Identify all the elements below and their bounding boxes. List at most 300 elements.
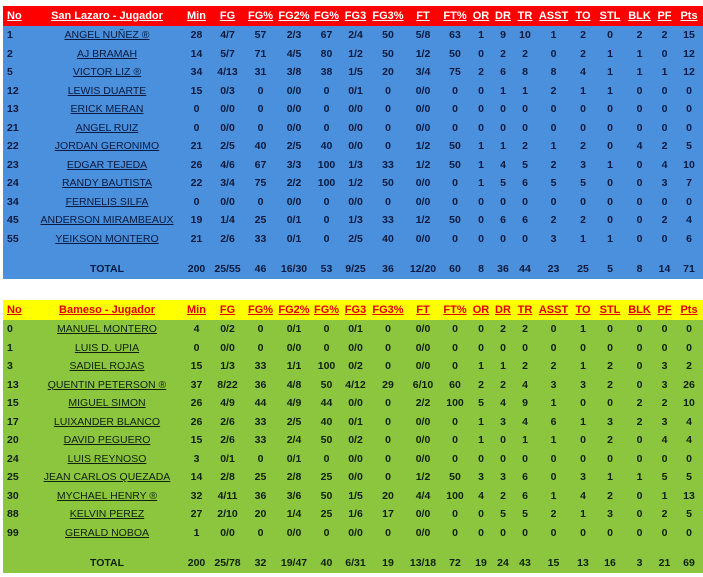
stat-cell: 50 — [449, 471, 461, 483]
stat-cell: 4 — [636, 140, 643, 152]
stat-cell: 0 — [636, 526, 643, 539]
player-row — [3, 376, 703, 395]
stat-cell: 0/0 — [220, 121, 235, 134]
stat-cell: 31 — [254, 66, 267, 78]
stat-cell: 1 — [580, 323, 586, 335]
stat-cell: 25 — [320, 508, 333, 520]
stat-cell: 1/6 — [348, 508, 363, 520]
player-name: ANGEL RUIZ — [75, 121, 139, 134]
stat-cell: 50 — [382, 29, 394, 41]
stat-cell: 2/10 — [217, 508, 238, 520]
stat-cell: 1 — [550, 140, 557, 152]
stat-cell: 4/11 — [217, 489, 238, 502]
stat-cell: 3/4 — [415, 66, 431, 78]
stat-cell: 0 — [636, 489, 643, 502]
stat-cell: 0 — [193, 341, 200, 354]
stat-cell: 25 — [320, 471, 333, 483]
stat-cell: 3 — [607, 508, 613, 520]
stat-cell: 0 — [452, 434, 458, 446]
player-name: QUENTIN PETERSON ® — [47, 378, 167, 391]
player-number: 22 — [7, 140, 19, 152]
stat-cell: 2 — [636, 415, 643, 428]
team2-boxscore-table — [3, 300, 703, 573]
spacer-cell — [3, 542, 703, 554]
stat-cell: 0 — [452, 452, 458, 465]
column-header: No — [3, 6, 31, 26]
player-row — [3, 357, 703, 376]
stat-cell: 1 — [607, 158, 613, 171]
player-name: EDGAR TEJEDA — [66, 158, 148, 171]
stat-cell: 0 — [661, 195, 668, 208]
stat-cell: 2 — [661, 397, 668, 409]
total-cell: 19/47 — [280, 557, 308, 569]
stat-cell: 0 — [478, 47, 484, 60]
stat-cell: 0 — [522, 232, 528, 245]
stat-cell: 3 — [500, 471, 506, 483]
stat-cell: 0 — [607, 195, 613, 208]
stat-cell: 0 — [385, 526, 391, 539]
stat-cell: 1 — [500, 140, 506, 152]
stat-cell: 1/4 — [220, 214, 235, 226]
stat-cell: 40 — [320, 140, 333, 152]
stat-cell: 0 — [550, 121, 557, 134]
stat-cell: 0 — [257, 452, 264, 465]
stat-cell: 1/2 — [348, 177, 363, 189]
stat-cell: 2/3 — [286, 29, 302, 41]
stat-cell: 4/8 — [286, 378, 302, 391]
stat-cell: 0 — [385, 434, 391, 446]
player-number: 2 — [7, 47, 13, 60]
stat-cell: 4 — [580, 66, 586, 78]
stat-cell: 0 — [636, 195, 643, 208]
stat-cell: 0/0 — [286, 526, 302, 539]
stat-cell: 0 — [500, 195, 506, 208]
player-number: 99 — [7, 526, 19, 539]
stat-cell: 0/1 — [286, 323, 302, 335]
stat-cell: 0 — [500, 526, 506, 539]
stat-cell: 1 — [193, 526, 200, 539]
player-number: 13 — [7, 378, 19, 391]
total-cell: 9/25 — [345, 263, 366, 275]
stat-cell: 5 — [522, 158, 528, 171]
stat-cell: 2/5 — [286, 415, 302, 428]
stat-cell: 1 — [550, 489, 557, 502]
stat-cell: 8/22 — [217, 378, 238, 391]
stat-cell: 0 — [478, 232, 484, 245]
stat-cell: 5 — [580, 177, 586, 189]
stat-cell: 38 — [320, 66, 333, 78]
column-header: FG2% — [276, 6, 312, 26]
stat-cell: 100 — [317, 158, 336, 171]
total-cell: 15 — [547, 557, 560, 569]
player-name: JEAN CARLOS QUEZADA — [43, 471, 171, 483]
empty-cell — [3, 554, 31, 573]
stat-cell: 0 — [661, 323, 668, 335]
stat-cell: 3 — [661, 415, 668, 428]
column-header: FG3% — [370, 300, 406, 320]
stat-cell: 4 — [500, 397, 506, 409]
stat-cell: 19 — [190, 214, 203, 226]
stat-cell: 2/2 — [286, 177, 302, 189]
stat-cell: 0/0 — [415, 434, 431, 446]
stat-cell: 0 — [452, 177, 458, 189]
stat-cell: 1 — [478, 140, 484, 152]
stat-cell: 12 — [683, 66, 695, 78]
stat-cell: 0 — [323, 214, 330, 226]
stat-cell: 1/5 — [348, 66, 363, 78]
stat-cell: 0 — [385, 397, 391, 409]
stat-cell: 0 — [522, 103, 528, 115]
player-number: 17 — [7, 415, 19, 428]
stat-cell: 4 — [193, 323, 200, 335]
player-number: 88 — [7, 508, 19, 520]
player-number: 30 — [7, 489, 19, 502]
stat-cell: 2 — [580, 140, 586, 152]
stat-cell: 22 — [190, 177, 203, 189]
stat-cell: 0 — [323, 195, 330, 208]
player-name: LUIXANDER BLANCO — [53, 415, 161, 428]
stat-cell: 0 — [323, 452, 330, 465]
column-header: FG% — [245, 6, 276, 26]
total-cell: 13/18 — [409, 557, 437, 569]
stat-cell: 0 — [385, 323, 391, 335]
stat-cell: 0/0 — [415, 121, 431, 134]
stat-cell: 50 — [382, 177, 394, 189]
stat-cell: 0/0 — [348, 140, 363, 152]
player-row — [3, 119, 703, 138]
player-row — [3, 320, 703, 339]
total-label: TOTAL — [89, 557, 125, 569]
stat-cell: 0 — [636, 121, 643, 134]
total-cell: 24 — [497, 557, 509, 569]
stat-cell: 0 — [478, 195, 484, 208]
stat-cell: 0 — [478, 121, 484, 134]
stat-cell: 2 — [607, 489, 613, 502]
stat-cell: 4/4 — [415, 489, 431, 502]
stat-cell: 2 — [500, 489, 506, 502]
stat-cell: 28 — [190, 29, 203, 41]
player-name: YEIKSON MONTERO — [55, 232, 159, 245]
stat-cell: 20 — [382, 489, 394, 502]
stat-cell: 2 — [607, 360, 613, 372]
stat-cell: 0 — [522, 341, 528, 354]
stat-cell: 3 — [580, 471, 586, 483]
stat-cell: 0 — [478, 341, 484, 354]
stat-cell: 0 — [636, 378, 643, 391]
player-row — [3, 174, 703, 193]
stat-cell: 15 — [190, 434, 203, 446]
stat-cell: 75 — [449, 66, 461, 78]
stat-cell: 0/0 — [220, 195, 235, 208]
stat-cell: 80 — [320, 47, 333, 60]
stat-cell: 15 — [190, 360, 203, 372]
stat-cell: 0 — [385, 121, 391, 134]
stat-cell: 50 — [320, 434, 333, 446]
stat-cell: 0 — [686, 323, 692, 335]
stat-cell: 0 — [661, 84, 668, 97]
stat-cell: 0 — [522, 195, 528, 208]
stat-cell: 0/0 — [415, 103, 431, 115]
stat-cell: 0/0 — [286, 121, 302, 134]
stat-cell: 33 — [382, 214, 394, 226]
stat-cell: 0/0 — [415, 341, 431, 354]
stat-cell: 33 — [254, 360, 267, 372]
stat-cell: 1 — [661, 66, 668, 78]
stat-cell: 0 — [550, 195, 557, 208]
stat-cell: 0 — [661, 121, 668, 134]
column-header: PF — [654, 300, 675, 320]
stat-cell: 0 — [385, 471, 391, 483]
player-number: 5 — [7, 66, 13, 78]
player-number: 0 — [7, 323, 13, 335]
stat-cell: 5 — [500, 177, 506, 189]
stat-cell: 0/2 — [348, 360, 363, 372]
stat-cell: 25 — [254, 471, 267, 483]
stat-cell: 0 — [580, 452, 586, 465]
stat-cell: 1 — [550, 434, 557, 446]
stat-cell: 0 — [550, 341, 557, 354]
stat-cell: 0 — [522, 121, 528, 134]
column-header: ASST — [536, 300, 571, 320]
stat-cell: 0/0 — [348, 103, 363, 115]
stat-cell: 1/2 — [415, 214, 431, 226]
empty-cell — [3, 260, 31, 279]
stat-cell: 0/0 — [415, 84, 431, 97]
stat-cell: 2 — [478, 66, 484, 78]
stat-cell: 0 — [661, 47, 668, 60]
stat-cell: 37 — [190, 378, 203, 391]
stat-cell: 4/9 — [220, 397, 235, 409]
stat-cell: 0 — [323, 323, 330, 335]
stat-cell: 0 — [385, 341, 391, 354]
stat-cell: 36 — [254, 378, 267, 391]
stat-cell: 0 — [580, 341, 586, 354]
column-header: FG% — [245, 300, 276, 320]
column-header: FT — [406, 6, 440, 26]
spacer-cell — [3, 248, 703, 260]
stat-cell: 4/12 — [345, 378, 366, 391]
stat-cell: 2 — [580, 47, 586, 60]
stat-cell: 1 — [522, 84, 528, 97]
player-name: GERALD NOBOA — [64, 526, 150, 539]
stat-cell: 2 — [500, 47, 506, 60]
spacer-row — [3, 248, 703, 260]
stat-cell: 0 — [452, 360, 458, 372]
stat-cell: 0 — [193, 195, 200, 208]
stat-cell: 5 — [522, 508, 528, 520]
total-cell: 25 — [577, 263, 589, 275]
stat-cell: 5 — [500, 508, 506, 520]
stat-cell: 4/5 — [286, 47, 302, 60]
column-header: FG% — [312, 6, 341, 26]
stat-cell: 6 — [522, 471, 528, 483]
player-name: VICTOR LIZ ® — [72, 66, 142, 78]
total-cell: 200 — [187, 557, 206, 569]
stat-cell: 4/13 — [217, 66, 238, 78]
stat-cell: 67 — [254, 158, 267, 171]
stat-cell: 4 — [686, 434, 692, 446]
stat-cell: 4 — [478, 489, 484, 502]
stat-cell: 0 — [478, 452, 484, 465]
stat-cell: 3 — [550, 378, 557, 391]
total-cell: 36 — [382, 263, 394, 275]
stat-cell: 0 — [257, 84, 264, 97]
stat-cell: 0 — [607, 103, 613, 115]
stat-cell: 3 — [607, 415, 613, 428]
stat-cell: 2 — [522, 47, 528, 60]
stat-cell: 0 — [452, 195, 458, 208]
stat-cell: 1 — [550, 397, 557, 409]
player-row — [3, 413, 703, 432]
stat-cell: 1 — [580, 415, 586, 428]
stat-cell: 0 — [257, 323, 264, 335]
stat-cell: 1 — [500, 360, 506, 372]
player-name: KELVIN PEREZ — [69, 508, 145, 520]
player-name: JORDAN GERONIMO — [54, 140, 160, 152]
stat-cell: 1 — [522, 434, 528, 446]
stat-cell: 1/1 — [286, 360, 302, 372]
stat-cell: 0/0 — [348, 195, 363, 208]
stat-cell: 63 — [449, 29, 461, 41]
stat-cell: 0 — [636, 434, 643, 446]
player-row — [3, 156, 703, 175]
stat-cell: 4/9 — [286, 397, 302, 409]
stat-cell: 3/8 — [286, 66, 302, 78]
stat-cell: 17 — [382, 508, 394, 520]
stat-cell: 32 — [190, 489, 203, 502]
stat-cell: 0/0 — [348, 471, 363, 483]
stat-cell: 0/1 — [286, 452, 302, 465]
stat-cell: 0/0 — [415, 323, 431, 335]
stat-cell: 7 — [686, 177, 692, 189]
stat-cell: 0 — [636, 452, 643, 465]
stat-cell: 0 — [452, 508, 458, 520]
stat-cell: 2 — [550, 158, 557, 171]
stat-cell: 2 — [607, 434, 613, 446]
stat-cell: 60 — [449, 378, 461, 391]
stat-cell: 8 — [550, 66, 557, 78]
stat-cell: 2 — [661, 508, 668, 520]
stat-cell: 0/0 — [415, 452, 431, 465]
stat-cell: 0 — [607, 526, 613, 539]
stat-cell: 0 — [452, 526, 458, 539]
stat-cell: 1 — [607, 47, 613, 60]
stat-cell: 2 — [522, 360, 528, 372]
stat-cell: 2 — [580, 214, 586, 226]
stat-cell: 0 — [500, 232, 506, 245]
stat-cell: 1 — [636, 66, 643, 78]
player-row — [3, 100, 703, 119]
stat-cell: 1 — [478, 29, 484, 41]
team1-boxscore-table — [3, 6, 703, 279]
stat-cell: 0 — [580, 397, 586, 409]
player-row — [3, 211, 703, 230]
stat-cell: 1/2 — [415, 471, 431, 483]
stat-cell: 100 — [446, 397, 464, 409]
total-cell: 13 — [577, 557, 589, 569]
stat-cell: 0/0 — [348, 121, 363, 134]
player-row — [3, 431, 703, 450]
stat-cell: 4 — [661, 158, 668, 171]
stat-cell: 1/3 — [348, 214, 363, 226]
total-label: TOTAL — [89, 263, 125, 275]
stat-cell: 2/2 — [415, 397, 431, 409]
total-cell: 8 — [478, 263, 484, 275]
total-cell: 36 — [497, 263, 509, 275]
stat-cell: 33 — [254, 232, 267, 245]
player-name: FERNELIS SILFA — [65, 195, 149, 208]
column-header: DR — [492, 6, 514, 26]
player-name: ANDERSON MIRAMBEAUX — [40, 214, 174, 226]
stat-cell: 0/0 — [348, 452, 363, 465]
stat-cell: 0 — [607, 140, 613, 152]
stat-cell: 71 — [254, 47, 267, 60]
stat-cell: 0/1 — [286, 214, 302, 226]
stat-cell: 0 — [323, 341, 330, 354]
stat-cell: 0 — [478, 526, 484, 539]
stat-cell: 14 — [190, 471, 203, 483]
stat-cell: 1 — [580, 232, 586, 245]
stat-cell: 0 — [550, 47, 557, 60]
player-name: ERICK MERAN — [70, 103, 144, 115]
stat-cell: 1 — [636, 47, 643, 60]
stat-cell: 57 — [254, 29, 267, 41]
player-name: DAVID PEGUERO — [63, 434, 151, 446]
column-header: FT — [406, 300, 440, 320]
column-header: BLK — [625, 300, 654, 320]
column-header: FG — [210, 6, 245, 26]
stat-cell: 0 — [323, 121, 330, 134]
stat-cell: 0 — [661, 341, 668, 354]
stat-cell: 36 — [254, 489, 267, 502]
total-cell: 60 — [449, 263, 461, 275]
stat-cell: 5 — [686, 140, 692, 152]
stat-cell: 0/0 — [415, 360, 431, 372]
stat-cell: 0 — [452, 232, 458, 245]
stat-cell: 0 — [500, 103, 506, 115]
total-cell: 5 — [607, 263, 613, 275]
stat-cell: 5 — [478, 397, 484, 409]
column-header: OR — [470, 6, 492, 26]
stat-cell: 0/0 — [415, 232, 431, 245]
stat-cell: 10 — [683, 158, 695, 171]
stat-cell: 21 — [190, 232, 203, 245]
stat-cell: 6 — [522, 489, 528, 502]
player-number: 25 — [7, 471, 19, 483]
stat-cell: 0 — [257, 121, 264, 134]
stat-cell: 0 — [323, 103, 330, 115]
stat-cell: 1 — [580, 508, 586, 520]
player-number: 20 — [7, 434, 19, 446]
total-cell: 200 — [187, 263, 206, 275]
stat-cell: 0/0 — [415, 508, 431, 520]
stat-cell: 5/7 — [220, 47, 235, 60]
stat-cell: 0 — [323, 84, 330, 97]
player-row — [3, 45, 703, 64]
stat-cell: 0/0 — [286, 84, 302, 97]
stat-cell: 2 — [607, 378, 613, 391]
stat-cell: 6 — [500, 214, 506, 226]
stat-cell: 4 — [522, 415, 528, 428]
stat-cell: 0 — [636, 341, 643, 354]
stat-cell: 2/5 — [348, 232, 363, 245]
stat-cell: 50 — [449, 214, 461, 226]
stat-cell: 0 — [550, 526, 557, 539]
player-row — [3, 230, 703, 249]
player-row — [3, 487, 703, 506]
total-cell: 8 — [636, 263, 643, 275]
stat-cell: 0 — [686, 103, 692, 115]
